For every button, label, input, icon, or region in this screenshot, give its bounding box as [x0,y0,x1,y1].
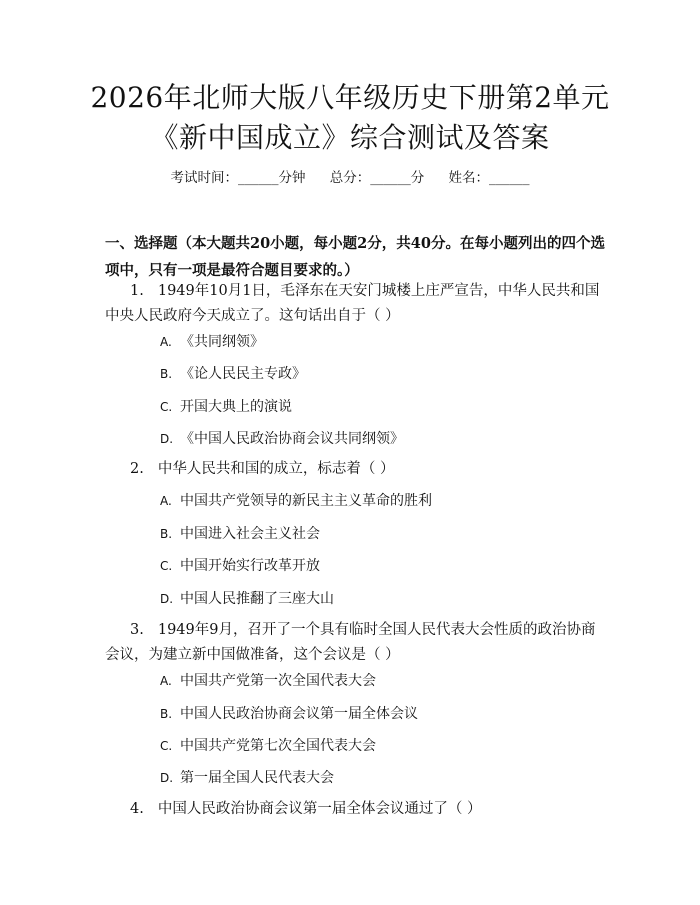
option-letter: D. [160,771,174,785]
option-text: 《论人民民主专政》 [180,366,306,382]
question-text: 中国人民政治协商会议第一届全体会议通过了（ ） [157,801,482,817]
question-1-option-c [160,396,292,418]
section-heading: 一、选择题（本大题共20小题，每小题2分，共40分。在每小题列出的四个选项中，只有一项是最符合题目要求的。） [105,235,605,279]
total-score-field: 总分：______分 [329,170,425,186]
question-3-option-a [160,670,376,692]
question-3-option-b [160,703,418,725]
option-letter: A. [160,335,172,349]
question-text: 1949年10月1日，毛泽东在天安门城楼上庄严宣告，中华人民共和国中央人民政府今天成立了。这句话出自于（ ） [105,283,600,324]
question-1-option-d [160,428,404,450]
option-letter: C. [160,400,173,414]
option-text: 中国共产党第一次全国代表大会 [180,673,376,689]
option-letter: C. [160,739,173,753]
question-text: 中华人民共和国的成立，标志着（ ） [157,461,395,477]
question-1-stem [105,279,605,329]
question-1-option-a [160,331,264,353]
question-number: 4. [130,801,144,817]
question-3-stem [105,618,605,668]
option-text: 中国人民推翻了三座大山 [180,591,334,607]
option-letter: B. [160,367,173,381]
student-name-field: 姓名：______ [448,170,530,186]
question-2-option-d [160,588,334,610]
question-2-option-a [160,490,432,512]
question-number: 1. [130,283,144,299]
question-number: 2. [130,461,144,477]
option-text: 中国开始实行改革开放 [180,558,320,574]
option-letter: D. [160,592,174,606]
question-3-option-c [160,735,376,757]
option-text: 中国共产党领导的新民主主义革命的胜利 [180,493,432,509]
question-text: 1949年9月，召开了一个具有临时全国人民代表大会性质的政治协商会议，为建立新中国做准备，这个会议是（ ） [105,622,596,663]
question-4-stem [105,797,605,822]
option-letter: D. [160,432,174,446]
option-text: 《共同纲领》 [180,334,264,350]
question-number: 3. [130,622,144,638]
option-letter: A. [160,674,172,688]
question-3-option-d [160,767,334,789]
document-title-line-1: 2026年北师大版八年级历史下册第2单元 [90,81,610,114]
exam-time-field: 考试时间：______分钟 [170,170,306,186]
option-text: 中国进入社会主义社会 [180,526,320,542]
question-2-option-c [160,555,320,577]
question-2-option-b [160,523,320,545]
option-text: 《中国人民政治协商会议共同纲领》 [180,431,404,447]
option-text: 开国大典上的演说 [180,399,292,415]
document-title-line-2: 《新中国成立》综合测试及答案 [150,121,550,154]
option-letter: B. [160,527,173,541]
option-letter: B. [160,707,173,721]
option-letter: C. [160,559,173,573]
option-text: 中国人民政治协商会议第一届全体会议 [180,706,418,722]
option-text: 第一届全国人民代表大会 [180,770,334,786]
option-text: 中国共产党第七次全国代表大会 [180,738,376,754]
question-1-option-b [160,363,306,385]
option-letter: A. [160,494,172,508]
exam-info [0,167,700,189]
question-2-stem [105,457,605,482]
